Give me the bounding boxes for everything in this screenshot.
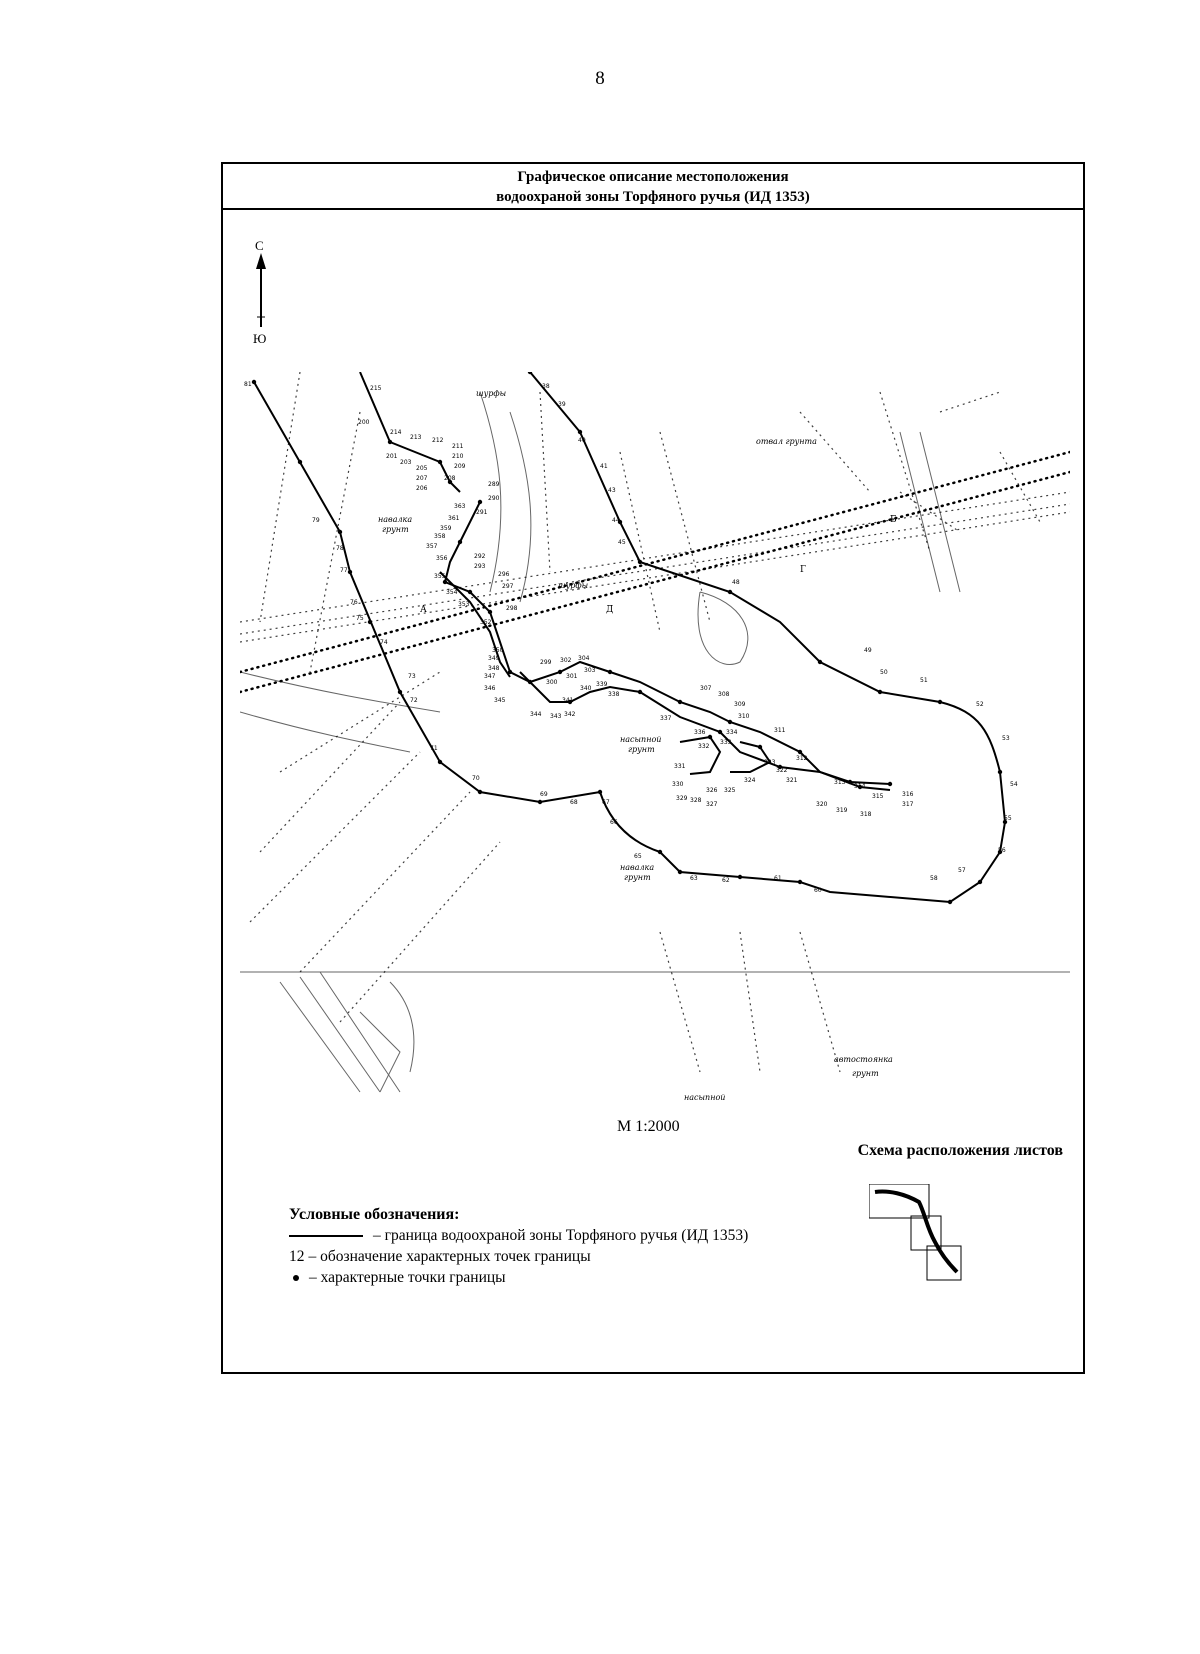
svg-text:323: 323 (764, 759, 776, 766)
legend-point-number-row (289, 1246, 748, 1267)
svg-text:363: 363 (454, 503, 466, 510)
svg-text:303: 303 (584, 667, 596, 674)
svg-text:324: 324 (744, 777, 756, 784)
svg-text:Г: Г (800, 565, 806, 575)
svg-text:49: 49 (864, 647, 872, 654)
svg-text:304: 304 (578, 655, 590, 662)
svg-text:210: 210 (452, 453, 464, 460)
legend-points-text: – характерные точки границы (309, 1269, 506, 1286)
svg-text:206: 206 (416, 485, 428, 492)
svg-text:67: 67 (602, 799, 610, 806)
svg-text:320: 320 (816, 801, 828, 808)
svg-text:76: 76 (350, 599, 358, 606)
svg-text:201: 201 (386, 453, 398, 460)
legend-boundary-row (289, 1225, 748, 1246)
svg-text:навалка: навалка (620, 863, 655, 872)
svg-text:73: 73 (408, 673, 416, 680)
svg-text:315: 315 (872, 793, 884, 800)
svg-text:342: 342 (564, 711, 576, 718)
svg-text:грунт: грунт (382, 525, 409, 534)
south-label: Ю (253, 331, 267, 346)
svg-text:313: 313 (834, 779, 846, 786)
point-labels (244, 381, 1018, 894)
svg-text:297: 297 (502, 583, 514, 590)
svg-text:50: 50 (880, 669, 888, 676)
svg-text:337: 337 (660, 715, 672, 722)
svg-text:60: 60 (814, 887, 822, 894)
svg-text:346: 346 (484, 685, 496, 692)
svg-text:318: 318 (860, 811, 872, 818)
svg-text:298: 298 (506, 605, 518, 612)
svg-text:215: 215 (370, 385, 382, 392)
svg-text:43: 43 (608, 487, 616, 494)
svg-text:325: 325 (724, 787, 736, 794)
north-arrow-icon (251, 253, 271, 333)
svg-text:292: 292 (474, 553, 486, 560)
svg-text:322: 322 (776, 767, 788, 774)
svg-text:326: 326 (706, 787, 718, 794)
svg-text:51: 51 (920, 677, 928, 684)
svg-text:54: 54 (1010, 781, 1018, 788)
svg-text:насыпной: насыпной (684, 1093, 726, 1102)
svg-text:321: 321 (786, 777, 798, 784)
map-legend (289, 1204, 748, 1288)
svg-text:200: 200 (358, 419, 370, 426)
svg-text:45: 45 (618, 539, 626, 546)
svg-text:Д: Д (606, 605, 614, 615)
svg-text:356: 356 (436, 555, 448, 562)
svg-text:44: 44 (612, 517, 620, 524)
north-arrow (251, 238, 281, 348)
svg-text:214: 214 (390, 429, 402, 436)
svg-text:62: 62 (722, 877, 730, 884)
boundary-line-sample (289, 1235, 363, 1237)
svg-text:63: 63 (690, 875, 698, 882)
svg-text:354: 354 (446, 589, 458, 596)
svg-text:213: 213 (410, 434, 422, 441)
point-dot-icon (293, 1275, 299, 1281)
svg-text:319: 319 (836, 807, 848, 814)
svg-text:208: 208 (444, 475, 456, 482)
svg-text:Б: Б (890, 515, 897, 525)
map-sheet-frame (221, 162, 1085, 1374)
svg-text:361: 361 (448, 515, 460, 522)
svg-text:336: 336 (694, 729, 706, 736)
svg-text:48: 48 (732, 579, 740, 586)
svg-text:209: 209 (454, 463, 466, 470)
svg-text:327: 327 (706, 801, 718, 808)
svg-text:автостоянка: автостоянка (834, 1055, 893, 1064)
svg-text:330: 330 (672, 781, 684, 788)
svg-text:296: 296 (498, 571, 510, 578)
svg-text:207: 207 (416, 475, 428, 482)
svg-text:301: 301 (566, 673, 578, 680)
svg-text:329: 329 (676, 795, 688, 802)
svg-text:69: 69 (540, 791, 548, 798)
svg-text:72: 72 (410, 697, 418, 704)
legend-title: Условные обозначения: (289, 1206, 460, 1223)
point-number-sample: 12 (289, 1248, 305, 1265)
svg-text:311: 311 (774, 727, 786, 734)
svg-text:52: 52 (976, 701, 984, 708)
svg-text:328: 328 (690, 797, 702, 804)
svg-text:352: 352 (480, 619, 492, 626)
svg-text:307: 307 (700, 685, 712, 692)
area-labels (378, 389, 897, 1102)
svg-text:203: 203 (400, 459, 412, 466)
svg-text:291: 291 (476, 509, 488, 516)
svg-text:57: 57 (958, 867, 966, 874)
legend-boundary-text: – граница водоохраной зоны Торфяного ручья (ИД 1353) (373, 1227, 749, 1244)
svg-text:41: 41 (600, 463, 608, 470)
svg-text:74: 74 (380, 639, 388, 646)
svg-text:350: 350 (492, 647, 504, 654)
svg-text:грунт: грунт (852, 1069, 879, 1078)
svg-text:357: 357 (426, 543, 438, 550)
svg-text:347: 347 (484, 673, 496, 680)
svg-text:290: 290 (488, 495, 500, 502)
svg-text:345: 345 (494, 697, 506, 704)
page-number: 8 (595, 68, 605, 89)
svg-text:А: А (420, 605, 427, 615)
svg-text:55: 55 (1004, 815, 1012, 822)
sheet-title (223, 164, 1083, 210)
svg-text:312: 312 (796, 755, 808, 762)
legend-points-row (289, 1267, 748, 1288)
svg-text:289: 289 (488, 481, 500, 488)
svg-text:212: 212 (432, 437, 444, 444)
svg-text:341: 341 (562, 697, 574, 704)
topo-dashed-lines (240, 372, 1070, 1072)
svg-text:331: 331 (674, 763, 686, 770)
svg-text:79: 79 (312, 517, 320, 524)
svg-text:40: 40 (578, 437, 586, 444)
svg-text:338: 338 (608, 691, 620, 698)
svg-text:359: 359 (440, 525, 452, 532)
svg-text:грунт: грунт (628, 745, 655, 754)
svg-text:70: 70 (472, 775, 480, 782)
sheet-layout-scheme (869, 1184, 979, 1289)
svg-text:340: 340 (580, 685, 592, 692)
map-scale: М 1:2000 (617, 1118, 680, 1135)
svg-text:308: 308 (718, 691, 730, 698)
svg-text:65: 65 (634, 853, 642, 860)
svg-text:шурфы: шурфы (558, 581, 589, 590)
svg-text:78: 78 (336, 545, 344, 552)
svg-text:75: 75 (356, 615, 364, 622)
svg-text:299: 299 (540, 659, 552, 666)
boundary-line (254, 372, 1005, 902)
svg-text:358: 358 (434, 533, 446, 540)
svg-text:317: 317 (902, 801, 914, 808)
title-line-1: Графическое описание местоположения (517, 169, 789, 185)
svg-text:навалка: навалка (378, 515, 413, 524)
svg-text:68: 68 (570, 799, 578, 806)
svg-text:333: 333 (720, 739, 732, 746)
boundary-points (252, 372, 1007, 904)
svg-text:61: 61 (774, 875, 782, 882)
svg-text:53: 53 (1002, 735, 1010, 742)
svg-text:310: 310 (738, 713, 750, 720)
svg-text:334: 334 (726, 729, 738, 736)
svg-text:81: 81 (244, 381, 252, 388)
svg-text:насыпной: насыпной (620, 735, 662, 744)
svg-text:339: 339 (596, 681, 608, 688)
svg-text:грунт: грунт (624, 873, 651, 882)
svg-text:349: 349 (488, 655, 500, 662)
topographic-map (240, 372, 1070, 1102)
svg-text:344: 344 (530, 711, 542, 718)
svg-text:58: 58 (930, 875, 938, 882)
svg-text:38: 38 (542, 383, 550, 390)
svg-text:300: 300 (546, 679, 558, 686)
svg-text:332: 332 (698, 743, 710, 750)
svg-text:348: 348 (488, 665, 500, 672)
svg-text:205: 205 (416, 465, 428, 472)
svg-text:отвал грунта: отвал грунта (756, 437, 817, 446)
svg-text:56: 56 (998, 847, 1006, 854)
svg-text:71: 71 (430, 745, 438, 752)
north-label: С (255, 238, 264, 253)
svg-text:211: 211 (452, 443, 464, 450)
scheme-title: Схема расположения листов (857, 1142, 1063, 1159)
road-dotted (240, 452, 1070, 692)
svg-text:шурфы: шурфы (476, 389, 507, 398)
svg-text:314: 314 (854, 783, 866, 790)
svg-text:293: 293 (474, 563, 486, 570)
svg-text:309: 309 (734, 701, 746, 708)
svg-text:353: 353 (458, 601, 470, 608)
svg-text:77: 77 (340, 567, 348, 574)
title-line-2: водоохраной зоны Торфяного ручья (ИД 1353) (496, 189, 810, 205)
svg-text:316: 316 (902, 791, 914, 798)
svg-text:39: 39 (558, 401, 566, 408)
legend-point-number-text: – обозначение характерных точек границы (308, 1248, 591, 1265)
svg-text:355: 355 (434, 573, 446, 580)
svg-text:66: 66 (610, 819, 618, 826)
svg-text:302: 302 (560, 657, 572, 664)
svg-text:343: 343 (550, 713, 562, 720)
